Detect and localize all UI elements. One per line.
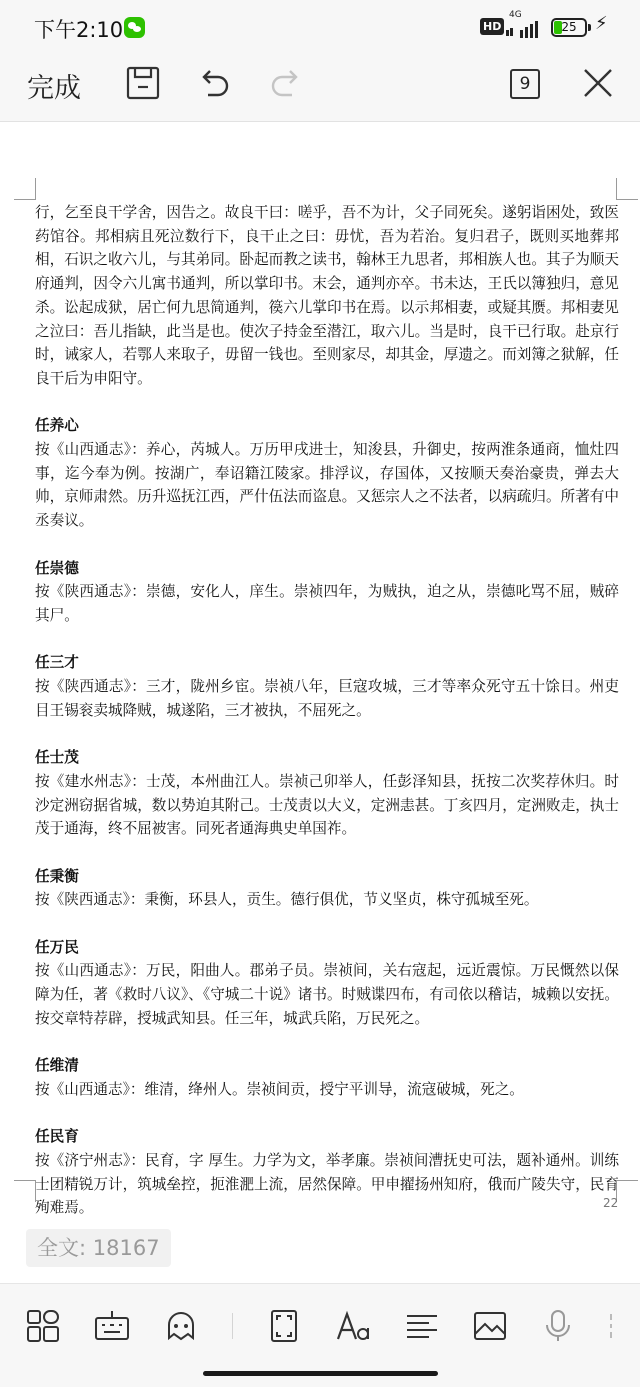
- body-paragraph: 行，乞至良干学舍，因告之。故良干曰：嗟乎，吾不为计，父子同死矣。遂躬诣困处，致医药馆谷。邦相病且死泣数行下，良干止之曰：毋忧，吾为若治。复归君子，既则买地葬邦相，石识之收六儿，与其弟同。卧起而教之读书，翰林王九思者，邦相族人也。其子为顺天府通判，因令六儿寓书通判，所以掌印书。末会，通判亦卒。书未达，王氏以簿独归，意见杀。讼起成狱，居亡何九思简通判，篌六儿掌印书在焉。以示邦相妻，或疑其赝。邦相妻见之泣曰：吾儿指缺，此当是也。使次子持金至潜江，取六儿。当是时，良干已行取。赴京行时，诫家人，若鄂人来取子，毋留一钱也。至则家尽，却其金，厚遗之。而刘簿之狱解，任良干后为申阳守。: [35, 204, 619, 387]
- document-body[interactable]: [35, 201, 619, 1220]
- status-bar: [0, 0, 640, 52]
- battery-level: 25: [561, 20, 577, 34]
- voice-assistant-icon[interactable]: [163, 1308, 199, 1344]
- page-count-button[interactable]: [510, 69, 540, 99]
- charging-icon: ⚡: [595, 13, 608, 34]
- body-paragraph: 按《建水州志》：士茂，本州曲江人。崇祯己卯举人，任彭泽知县，抚按二次奖荐休归。时沙定洲窃据省城，数以势迫其附己。士茂责以大义，定洲恚甚。丁亥四月，定洲败走，执士茂于通海，终不屈被害。同死者通海典史单国祚。: [35, 772, 619, 838]
- body-paragraph: 按《济宁州志》：民育，字 厚生。力学为文，举孝廉。崇祯间漕抚史可法，题补通州。训练士团精锐万计，筑城垒控，扼淮淝上流，居然保障。甲申擢扬州知府，俄而广陵失守，民育殉难焉。: [35, 1152, 619, 1217]
- align-icon[interactable]: [404, 1308, 440, 1344]
- more-icon[interactable]: [603, 1308, 623, 1344]
- entry-heading: 任三才: [35, 654, 79, 672]
- signal-icon: [506, 20, 544, 38]
- redo-icon[interactable]: [268, 65, 304, 101]
- battery-indicator: [551, 18, 587, 37]
- page-number: 22: [603, 1196, 619, 1210]
- document-page[interactable]: [0, 123, 640, 1283]
- image-icon[interactable]: [472, 1308, 508, 1344]
- body-paragraph: 按《陕西通志》：三才，陇州乡宦。崇祯八年，巨寇攻城，三才等率众死守五十馀日。州吏目王锡衮卖城降贼，城遂陷，三才被执，不屈死之。: [35, 678, 619, 719]
- undo-icon[interactable]: [196, 65, 232, 101]
- home-indicator[interactable]: [203, 1371, 438, 1376]
- font-size-icon[interactable]: [335, 1308, 371, 1344]
- entry-heading: 任养心: [35, 417, 79, 435]
- body-paragraph: 按《山西通志》：养心，芮城人。万历甲戌进士，知浚县，升御史，按两淮条通商，恤灶四事，迄今奉为例。按湖广，奉诏籍江陵家。排浮议，存国体，又按顺天奏治豪贵，弹去大帅，京师肃然。历升巡抚江西，严什伍法而盗息。又惩宗人之不法者，以病疏归。所著有中丞奏议。: [35, 441, 619, 530]
- body-paragraph: 按《山西通志》：维清，绛州人。崇祯间贡，授宁平训导，流寇破城，死之。: [35, 1080, 524, 1098]
- body-paragraph: 按《陕西通志》：秉衡，环县人，贡生。德行俱优，节义坚贞，株守孤城至死。: [35, 891, 539, 909]
- save-icon[interactable]: [125, 65, 161, 101]
- wechat-notification-icon: [124, 17, 145, 38]
- body-paragraph: 按《山西通志》：万民，阳曲人。郡弟子员。崇祯间，关右寇起，远近震惊。万民慨然以保障为任，著《救时八议》、《守城二十说》诸书。时贼谍四布，有司依以稽诘，城赖以安抚。按交章特荐辟，授城武知县。任三年，城武兵陷，万民死之。: [35, 962, 619, 1027]
- bottom-toolbar: [0, 1283, 640, 1387]
- body-paragraph: 按《陕西通志》：崇德，安化人，庠生。崇祯四年，为贼执，迫之从，崇德叱骂不屈，贼碎其尸。: [35, 583, 619, 624]
- battery-cap: [588, 24, 591, 31]
- layout-icon[interactable]: [25, 1308, 61, 1344]
- hd-badge: HD: [480, 18, 504, 35]
- toolbar-divider: [232, 1313, 233, 1339]
- fullscreen-icon[interactable]: [266, 1308, 302, 1344]
- editor-toolbar: [0, 52, 640, 122]
- entry-heading: 任秉衡: [35, 867, 79, 885]
- entry-heading: 任崇德: [35, 559, 79, 577]
- status-time: 下午2:10: [34, 18, 124, 42]
- done-button[interactable]: 完成: [27, 73, 81, 104]
- close-icon[interactable]: [580, 65, 616, 101]
- margin-corner-top-right: [616, 178, 638, 200]
- entry-heading: 任民育: [35, 1128, 79, 1146]
- keyboard-icon[interactable]: [94, 1308, 130, 1344]
- entry-heading: 任维清: [35, 1057, 79, 1075]
- network-type: 4G: [509, 10, 522, 20]
- margin-corner-bottom-left: [14, 1180, 36, 1202]
- entry-heading: 任万民: [35, 938, 79, 956]
- margin-corner-top-left: [14, 178, 36, 200]
- word-count-badge[interactable]: 全文: 18167: [26, 1229, 171, 1267]
- page-count-value: 9: [519, 74, 531, 94]
- microphone-icon[interactable]: [540, 1308, 576, 1344]
- entry-heading: 任士茂: [35, 749, 79, 767]
- margin-corner-bottom-right: [616, 1180, 638, 1202]
